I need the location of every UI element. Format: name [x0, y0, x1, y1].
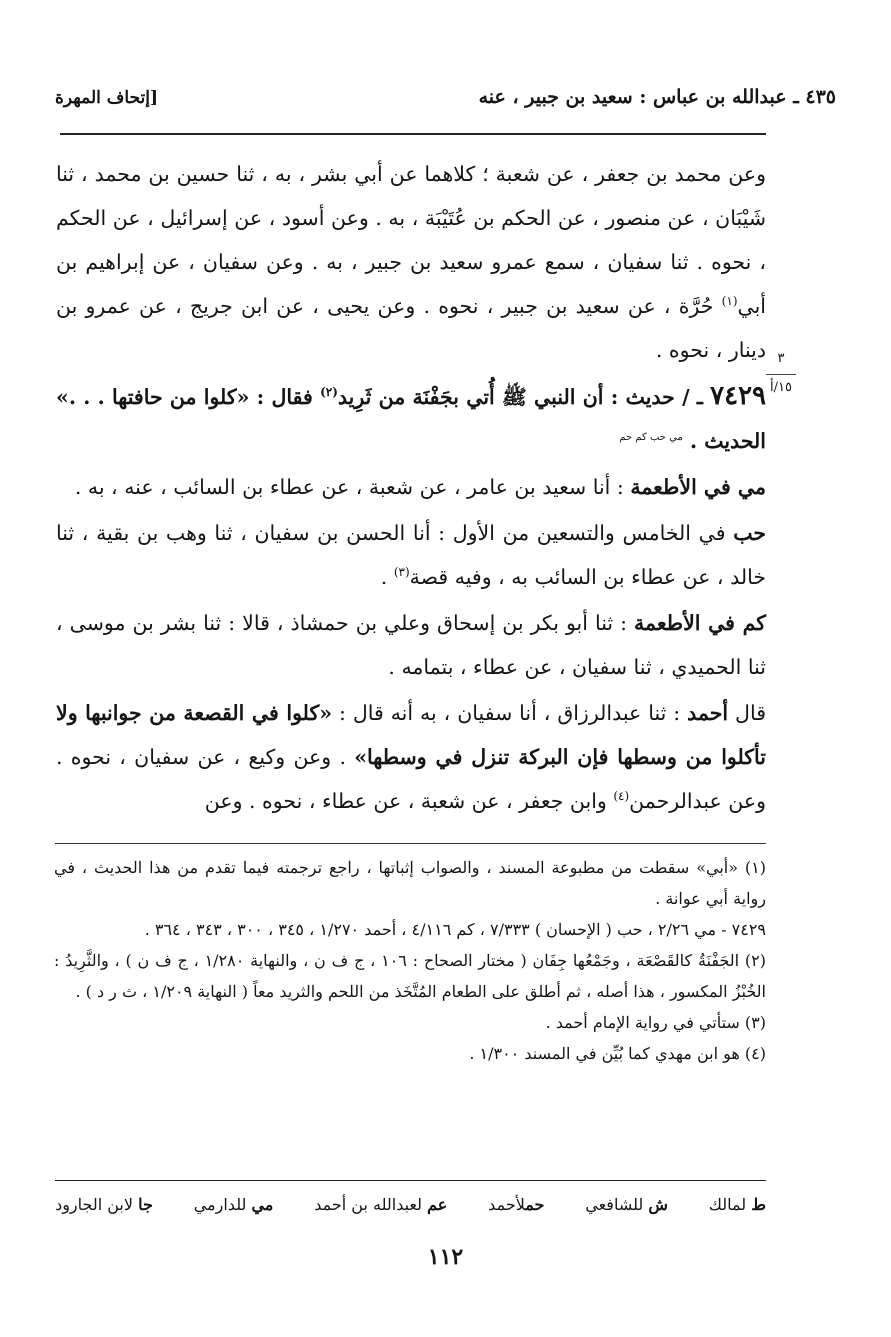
- hadith-heading: ٧٤٢٩ ـ / حديث : أن النبي ﷺ أُتي بجَفْنَة من ثَرِيد$^{(٢)}$ فقال : «كلوا من حافتها . . .» الحديث . $^{مي حب كم حم}$: [56, 381, 766, 453]
- margin-note: [766, 350, 796, 397]
- hadith-text: حديث : أن النبي ﷺ أُتي بجَفْنَة من ثَرِيد: [337, 385, 675, 409]
- source-siglum: أحمد: [687, 701, 729, 725]
- hadith-quote: «كلوا في القصعة من جوانبها ولا تأكلوا من وسطها فإن البركة تنزل في وسطها»: [56, 701, 766, 769]
- footnotes: [54, 852, 766, 1069]
- book-title: [إتحاف المهرة: [55, 88, 159, 108]
- chapter-title: ٤٣٥ ـ عبدالله بن عباس : سعيد بن جبير ، عنه: [478, 86, 836, 108]
- hadith-number: ٧٤٢٩: [710, 381, 766, 411]
- sigla-legend: [55, 1190, 766, 1220]
- footnote-1: (١) «أبي» سقطت من مطبوعة المسند ، والصواب إثباتها ، راجع ترجمته فيما تقدم من هذا الحديث ، في رواية أبي عوانة .: [54, 858, 766, 908]
- takhrij-references: ٧٤٢٩ - مي ٢/٢٦ ، حب ( الإحسان ) ٧/٣٣٣ ، كم ٤/١١٦ ، أحمد ١/٢٧٠ ، ٣٤٥ ، ٣٠٠ ، ٣٤٣ ، ٣٦٤ .: [144, 920, 766, 939]
- header-rule: [60, 133, 766, 135]
- siglum-item: ط لمالك: [708, 1195, 766, 1214]
- paragraph-chains: وعن محمد بن جعفر ، عن شعبة ؛ كلاهما عن أبي بشر ، به ، ثنا حسين بن محمد ، ثنا شَيْبَان ، عن منصور ، عن الحكم بن عُتَيْبَة ، به . وعن أسود ، عن إسرائيل ، عن الحكم ، نحوه . ثنا سفيان ، سمع عمرو سعيد بن جبير ، به . وعن سفيان ، عن إبراهيم بن أبي$^{(١)}$ حُرَّة ، عن سعيد بن جبير ، نحوه . وعن يحيى ، عن ابن جريج ، عن عمرو بن دينار ، نحوه .: [56, 162, 766, 362]
- siglum-item: عم لعبدالله بن أحمد: [314, 1195, 448, 1214]
- footnote-2: (٢) الجَفْنَةُ كالقَصْعَة ، وجَمْعُها جِفَان ( مختار الصحاح : ١٠٦ ، ج ف ن ، والنهاية ١/٢٨٠ ، ج ف ن ) ، والثَّرِيدُ : الخُبْزُ المكسور ، هذا أصله ، ثم أطلق على الطعام المُتَّخَذ من اللحم والثريد معاً ( النهاية ١/٢٠٩ ، ث ر د ) .: [54, 951, 766, 1001]
- footnote-ref-2: (٢): [320, 385, 338, 400]
- source-siglum: كم في الأطعمة: [634, 611, 767, 635]
- hadith-source-sigla: مي حب كم حم: [619, 432, 683, 444]
- margin-divider: [766, 374, 796, 375]
- paragraph-hakim: كم في الأطعمة : ثنا أبو بكر بن إسحاق وعلي بن حمشاذ ، قالا : ثنا بشر بن موسى ، ثنا الحميدي ، ثنا سفيان ، عن عطاء ، بتمامه .: [56, 611, 767, 679]
- siglum-item: حملأحمد: [488, 1195, 545, 1214]
- running-header: [55, 84, 836, 118]
- paragraph-ibn-hibban: حب في الخامس والتسعين من الأول : أنا الحسن بن سفيان ، ثنا وهب بن بقية ، ثنا خالد ، عن عطاء بن السائب به ، وفيه قصة$^{(٣)}$ .: [56, 521, 766, 589]
- sigla-rule: [55, 1180, 766, 1181]
- siglum-item: مي للدارمي: [193, 1195, 274, 1214]
- source-siglum: مي في الأطعمة: [630, 475, 766, 499]
- main-text: [56, 152, 766, 823]
- footnote-ref-1: (١): [721, 294, 738, 309]
- footnote-ref-4: (٤): [613, 789, 630, 804]
- siglum-item: ش للشافعي: [585, 1195, 668, 1214]
- paragraph-ahmad: قال أحمد : ثنا عبدالرزاق ، أنا سفيان ، به أنه قال : «كلوا في القصعة من جوانبها ولا تأكلوا من وسطها فإن البركة تنزل في وسطها» . وعن وكيع ، عن سفيان ، نحوه . وعن عبدالرحمن$^{(٤)}$ وابن جعفر ، عن شعبة ، عن عطاء ، نحوه . وعن: [56, 701, 766, 813]
- margin-number: ٣: [777, 351, 785, 366]
- margin-folio-ref: ١٥/أ: [770, 380, 792, 395]
- footnote-ref-3: (٣): [393, 565, 410, 580]
- source-siglum: حب: [733, 521, 766, 545]
- footnote-4: (٤) هو ابن مهدي كما بُيِّن في المسند ١/٣٠٠ .: [469, 1044, 766, 1063]
- page-number: ١١٢: [427, 1244, 464, 1270]
- paragraph-darimi: مي في الأطعمة : أنا سعيد بن عامر ، عن شعبة ، عن عطاء بن السائب ، عنه ، به .: [74, 475, 766, 499]
- footnote-rule: [55, 843, 766, 844]
- footnote-3: (٣) ستأتي في رواية الإمام أحمد .: [545, 1013, 766, 1032]
- siglum-item: جا لابن الجارود: [55, 1195, 153, 1214]
